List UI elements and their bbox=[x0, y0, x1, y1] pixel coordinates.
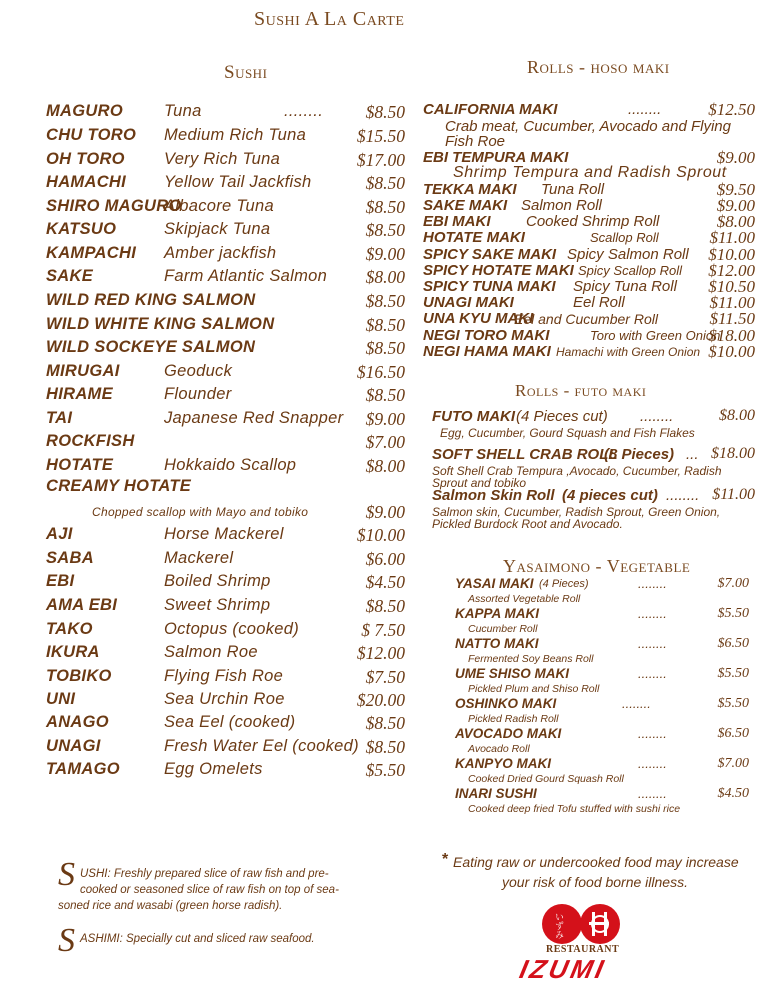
ebi-tempura-maki-name: EBI TEMPURA MAKI bbox=[423, 149, 569, 166]
sushi-item-5-desc: Skipjack Tuna bbox=[164, 220, 271, 238]
sushi-item-18-desc: Horse Mackerel bbox=[164, 525, 284, 543]
sushi-item-2-name: OH TORO bbox=[46, 150, 125, 168]
sushi-item-8-name: WILD RED KING SALMON bbox=[46, 291, 256, 309]
veg-item-0-sub: Assorted Vegetable Roll bbox=[468, 593, 581, 605]
futo-item-0-qty: (4 Pieces cut) bbox=[516, 408, 608, 425]
sushi-item-15-name: HOTATE bbox=[46, 456, 114, 474]
veg-item-0-dots: ........ bbox=[638, 576, 667, 591]
sushi-item-18-name: AJI bbox=[46, 525, 73, 543]
sushi-item-6-desc: Amber jackfish bbox=[164, 244, 277, 262]
hoso-item-9-name: NEGI TORO MAKI bbox=[423, 327, 550, 344]
sushi-heading: Sushi bbox=[224, 62, 268, 83]
sushi-item-24-desc: Flying Fish Roe bbox=[164, 667, 284, 685]
sushi-item-1-price: $15.50 bbox=[356, 126, 405, 146]
sushi-item-25-desc: Sea Urchin Roe bbox=[164, 690, 285, 708]
hoso-item-6-desc: Spicy Tuna Roll bbox=[573, 278, 677, 295]
hoso-item-2-desc: Cooked Shrimp Roll bbox=[526, 213, 660, 230]
sushi-item-9-price: $8.50 bbox=[365, 315, 405, 335]
california-maki-dots: ........ bbox=[628, 101, 662, 118]
hoso-item-7-price: $11.00 bbox=[709, 293, 755, 312]
sushi-item-2-desc: Very Rich Tuna bbox=[164, 150, 281, 168]
veg-item-5-dots: ........ bbox=[638, 726, 667, 741]
veg-item-3-name: UME SHISO MAKI bbox=[455, 666, 570, 681]
hoso-item-10-name: NEGI HAMA MAKI bbox=[423, 343, 551, 360]
sushi-item-28-desc: Egg Omelets bbox=[164, 760, 263, 778]
sushi-item-3-price: $8.50 bbox=[365, 173, 405, 193]
ebi-tempura-maki-price: $9.00 bbox=[716, 148, 755, 167]
sushi-item-19-price: $6.00 bbox=[365, 549, 405, 569]
sushi-item-25-name: UNI bbox=[46, 690, 76, 708]
hoso-item-7-desc: Eel Roll bbox=[573, 294, 625, 311]
sushi-note-line2: cooked or seasoned slice of raw fish on top of sea- bbox=[80, 884, 339, 896]
hoso-item-8-desc: Eel and Cucumber Roll bbox=[514, 310, 658, 327]
futo-item-0-dots: ........ bbox=[640, 408, 674, 425]
veg-item-6-sub: Cooked Dried Gourd Squash Roll bbox=[468, 773, 624, 785]
sushi-item-0-desc: Tuna bbox=[164, 102, 202, 120]
veg-item-2-dots: ........ bbox=[638, 636, 667, 651]
hoso-item-5-desc: Spicy Scallop Roll bbox=[578, 263, 683, 278]
futo-heading: Rolls - futo maki bbox=[515, 381, 647, 400]
logo-kana: いずみ bbox=[553, 912, 563, 939]
sushi-item-20-price: $4.50 bbox=[365, 572, 405, 592]
sushi-item-19-desc: Mackerel bbox=[164, 549, 234, 567]
sushi-item-27-price: $8.50 bbox=[365, 737, 405, 757]
sashimi-note-dropcap: S bbox=[58, 922, 75, 959]
warning-line1: Eating raw or undercooked food may increase bbox=[453, 854, 739, 870]
sushi-item-7-price: $8.00 bbox=[365, 267, 405, 287]
hoso-item-6-name: SPICY TUNA MAKI bbox=[423, 278, 556, 295]
hoso-item-4-name: SPICY SAKE MAKI bbox=[423, 246, 557, 263]
hoso-item-1-desc: Salmon Roll bbox=[521, 197, 602, 214]
sushi-item-1-desc: Medium Rich Tuna bbox=[164, 126, 307, 144]
sushi-item-0-price: $8.50 bbox=[365, 102, 405, 122]
veg-item-0-qty: (4 Pieces) bbox=[539, 578, 589, 590]
sushi-item-12-price: $8.50 bbox=[365, 385, 405, 405]
veg-item-4-dots: ........ bbox=[622, 696, 651, 711]
sushi-item-11-name: MIRUGAI bbox=[46, 362, 120, 380]
sushi-item-4-name: SHIRO MAGURO bbox=[46, 197, 182, 215]
veg-item-3-sub: Pickled Plum and Shiso Roll bbox=[468, 683, 600, 695]
sushi-item-13-desc: Japanese Red Snapper bbox=[164, 409, 344, 427]
california-maki-desc: Crab meat, Cucumber, Avocado and Flying bbox=[445, 118, 731, 135]
hoso-item-9-price: $18.00 bbox=[708, 326, 755, 345]
sushi-item-23-name: IKURA bbox=[46, 643, 100, 661]
veg-item-2-sub: Fermented Soy Beans Roll bbox=[468, 653, 594, 665]
sushi-item-6-name: KAMPACHI bbox=[46, 244, 137, 262]
futo-item-1-desc-1: Sprout and tobiko bbox=[432, 476, 527, 490]
sushi-item-13-name: TAI bbox=[46, 409, 73, 427]
futo-item-2-desc-1: Pickled Burdock Root and Avocado. bbox=[432, 517, 623, 531]
hoso-item-4-price: $10.00 bbox=[708, 245, 755, 264]
veg-item-4-price: $5.50 bbox=[717, 696, 749, 711]
sushi-item-5-name: KATSUO bbox=[46, 220, 117, 238]
futo-item-1-qty: (8 Pieces) bbox=[604, 446, 675, 463]
sushi-item-12-name: HIRAME bbox=[46, 385, 113, 403]
veg-item-4-name: OSHINKO MAKI bbox=[455, 696, 557, 711]
veg-item-0-price: $7.00 bbox=[717, 576, 749, 591]
california-maki-desc-2: Fish Roe bbox=[445, 133, 506, 150]
hoso-item-10-desc: Hamachi with Green Onion bbox=[556, 344, 701, 359]
sushi-item-0-name: MAGURO bbox=[46, 102, 123, 120]
futo-item-2-desc-0: Salmon skin, Cucumber, Radish Sprout, Green Onion, bbox=[432, 505, 721, 519]
hoso-item-5-price: $12.00 bbox=[708, 261, 755, 280]
veg-item-6-name: KANPYO MAKI bbox=[455, 756, 552, 771]
veg-item-0-name: YASAI MAKI bbox=[455, 576, 534, 591]
california-maki-price: $12.50 bbox=[708, 100, 755, 119]
sushi-item-1-name: CHU TORO bbox=[46, 126, 137, 144]
sushi-item-22-desc: Octopus (cooked) bbox=[164, 620, 300, 638]
sushi-item-10-name: WILD SOCKEYE SALMON bbox=[46, 338, 256, 356]
sushi-item-7-name: SAKE bbox=[46, 267, 94, 285]
sushi-item-23-price: $12.00 bbox=[356, 643, 405, 663]
veg-item-7-name: INARI SUSHI bbox=[455, 786, 537, 801]
veg-item-5-sub: Avocado Roll bbox=[468, 743, 530, 755]
hoso-item-2-price: $8.00 bbox=[716, 212, 755, 231]
sushi-item-24-price: $7.50 bbox=[365, 667, 405, 687]
futo-item-2-qty: (4 pieces cut) bbox=[562, 487, 658, 504]
veg-item-5-name: AVOCADO MAKI bbox=[455, 726, 562, 741]
ebi-tempura-maki-desc: Shrimp Tempura and Radish Sprout bbox=[453, 164, 727, 181]
sushi-item-23-desc: Salmon Roe bbox=[164, 643, 258, 661]
sushi-item-22-name: TAKO bbox=[46, 620, 93, 638]
sushi-item-14-price: $7.00 bbox=[365, 432, 405, 452]
warning-asterisk: * bbox=[442, 851, 449, 868]
sushi-item-13-price: $9.00 bbox=[365, 409, 405, 429]
hoso-item-9-desc: Toro with Green Onion bbox=[590, 328, 721, 343]
veg-item-1-dots: ........ bbox=[638, 606, 667, 621]
sushi-item-21-name: AMA EBI bbox=[46, 596, 118, 614]
sushi-note-line1: USHI: Freshly prepared slice of raw fish and pre- bbox=[80, 868, 329, 880]
veg-item-5-price: $6.50 bbox=[717, 726, 749, 741]
sushi-item-0-dots: ........ bbox=[284, 102, 324, 120]
veg-item-1-sub: Cucumber Roll bbox=[468, 623, 538, 635]
sushi-item-27-desc: Fresh Water Eel (cooked) bbox=[164, 737, 359, 755]
futo-item-2-dots: ........ bbox=[666, 487, 700, 504]
sushi-note-line3: soned rice and wasabi (green horse radish). bbox=[58, 900, 283, 912]
hoso-item-3-desc: Scallop Roll bbox=[590, 230, 659, 245]
veg-item-2-price: $6.50 bbox=[717, 636, 749, 651]
sushi-item-6-price: $9.00 bbox=[365, 244, 405, 264]
sushi-item-4-desc: Albacore Tuna bbox=[164, 197, 274, 215]
veg-item-7-sub: Cooked deep fried Tofu stuffed with sushi rice bbox=[468, 803, 681, 815]
hoso-item-2-name: EBI MAKI bbox=[423, 213, 491, 230]
sushi-item-22-price: $ 7.50 bbox=[361, 620, 405, 640]
sushi-item-20-name: EBI bbox=[46, 572, 75, 590]
hoso-item-7-name: UNAGI MAKI bbox=[423, 294, 514, 311]
futo-item-0-desc-0: Egg, Cucumber, Gourd Squash and Fish Flakes bbox=[440, 426, 695, 440]
sushi-item-14-name: ROCKFISH bbox=[46, 432, 135, 450]
hoso-heading: Rolls - hoso maki bbox=[527, 57, 670, 77]
hoso-item-3-name: HOTATE MAKI bbox=[423, 229, 525, 246]
sushi-item-25-price: $20.00 bbox=[356, 690, 405, 710]
sushi-item-17-desc: Chopped scallop with Mayo and tobiko bbox=[92, 505, 309, 519]
sushi-item-15-price: $8.00 bbox=[365, 456, 405, 476]
sushi-item-16-name: CREAMY HOTATE bbox=[46, 477, 192, 495]
hoso-item-8-name: UNA KYU MAKI bbox=[423, 310, 534, 327]
veg-item-7-price: $4.50 bbox=[717, 786, 749, 801]
hoso-item-8-price: $11.50 bbox=[709, 309, 755, 328]
veg-item-3-dots: ........ bbox=[638, 666, 667, 681]
sushi-item-4-price: $8.50 bbox=[365, 197, 405, 217]
hoso-item-0-price: $9.50 bbox=[716, 180, 755, 199]
sushi-item-20-desc: Boiled Shrimp bbox=[164, 572, 271, 590]
izumi-logo bbox=[512, 900, 652, 984]
sushi-item-3-name: HAMACHI bbox=[46, 173, 127, 191]
sushi-item-28-price: $5.50 bbox=[365, 760, 405, 780]
veg-heading: Yasaimono - Vegetable bbox=[503, 556, 691, 576]
veg-item-2-name: NATTO MAKI bbox=[455, 636, 539, 651]
futo-item-0-price: $8.00 bbox=[719, 407, 755, 424]
sushi-note-dropcap: S bbox=[58, 856, 75, 893]
hoso-item-6-price: $10.50 bbox=[708, 277, 755, 296]
sushi-item-28-name: TAMAGO bbox=[46, 760, 120, 778]
hoso-item-0-desc: Tuna Roll bbox=[541, 181, 605, 198]
hoso-item-3-price: $11.00 bbox=[709, 228, 755, 247]
veg-item-4-sub: Pickled Radish Roll bbox=[468, 713, 559, 725]
logo-izumi: IZUMI bbox=[516, 954, 610, 984]
veg-item-1-price: $5.50 bbox=[717, 606, 749, 621]
sushi-item-7-desc: Farm Atlantic Salmon bbox=[164, 267, 328, 285]
hoso-item-1-price: $9.00 bbox=[716, 196, 755, 215]
hoso-item-4-desc: Spicy Salmon Roll bbox=[567, 246, 689, 263]
sushi-item-12-desc: Flounder bbox=[164, 385, 232, 403]
sushi-item-2-price: $17.00 bbox=[356, 150, 405, 170]
page-title: Sushi A La Carte bbox=[254, 8, 405, 30]
sushi-item-11-desc: Geoduck bbox=[164, 362, 233, 380]
veg-item-7-dots: ........ bbox=[638, 786, 667, 801]
veg-item-6-price: $7.00 bbox=[717, 756, 749, 771]
futo-item-2-price: $11.00 bbox=[712, 486, 755, 503]
veg-item-3-price: $5.50 bbox=[717, 666, 749, 681]
sushi-item-15-desc: Hokkaido Scallop bbox=[164, 456, 297, 474]
sushi-item-18-price: $10.00 bbox=[356, 525, 405, 545]
futo-item-1-dots: ... bbox=[686, 446, 699, 463]
sushi-item-26-price: $8.50 bbox=[365, 713, 405, 733]
veg-item-6-dots: ........ bbox=[638, 756, 667, 771]
sushi-item-8-price: $8.50 bbox=[365, 291, 405, 311]
hoso-item-0-name: TEKKA MAKI bbox=[423, 181, 517, 198]
futo-item-1-desc-0: Soft Shell Crab Tempura ,Avocado, Cucumber, Radish bbox=[432, 464, 722, 478]
sushi-item-21-price: $8.50 bbox=[365, 596, 405, 616]
sushi-item-5-price: $8.50 bbox=[365, 220, 405, 240]
warning-line2: your risk of food borne illness. bbox=[502, 874, 688, 890]
sushi-item-27-name: UNAGI bbox=[46, 737, 101, 755]
futo-item-2-name: Salmon Skin Roll bbox=[432, 487, 555, 504]
futo-item-1-name: SOFT SHELL CRAB ROLL bbox=[432, 446, 618, 463]
logo-restaurant: RESTAURANT bbox=[546, 944, 620, 955]
sushi-item-24-name: TOBIKO bbox=[46, 667, 112, 685]
futo-item-1-price: $18.00 bbox=[711, 445, 755, 462]
sushi-item-19-name: SABA bbox=[46, 549, 94, 567]
california-maki-name: CALIFORNIA MAKI bbox=[423, 101, 558, 118]
sushi-item-11-price: $16.50 bbox=[356, 362, 405, 382]
sushi-item-3-desc: Yellow Tail Jackfish bbox=[164, 173, 312, 191]
sushi-item-26-desc: Sea Eel (cooked) bbox=[164, 713, 296, 731]
sushi-item-9-name: WILD WHITE KING SALMON bbox=[46, 315, 275, 333]
futo-item-0-name: FUTO MAKI bbox=[432, 408, 516, 425]
sushi-item-17-price: $9.00 bbox=[365, 502, 405, 522]
hoso-item-5-name: SPICY HOTATE MAKI bbox=[423, 262, 574, 279]
hoso-item-10-price: $10.00 bbox=[708, 342, 755, 361]
veg-item-1-name: KAPPA MAKI bbox=[455, 606, 539, 621]
sushi-item-10-price: $8.50 bbox=[365, 338, 405, 358]
hoso-item-1-name: SAKE MAKI bbox=[423, 197, 508, 214]
izumi-logo-mark bbox=[512, 900, 652, 948]
sashimi-note-line1: ASHIMI: Specially cut and sliced raw seafood. bbox=[80, 933, 315, 945]
sushi-item-26-name: ANAGO bbox=[46, 713, 109, 731]
sushi-item-21-desc: Sweet Shrimp bbox=[164, 596, 271, 614]
